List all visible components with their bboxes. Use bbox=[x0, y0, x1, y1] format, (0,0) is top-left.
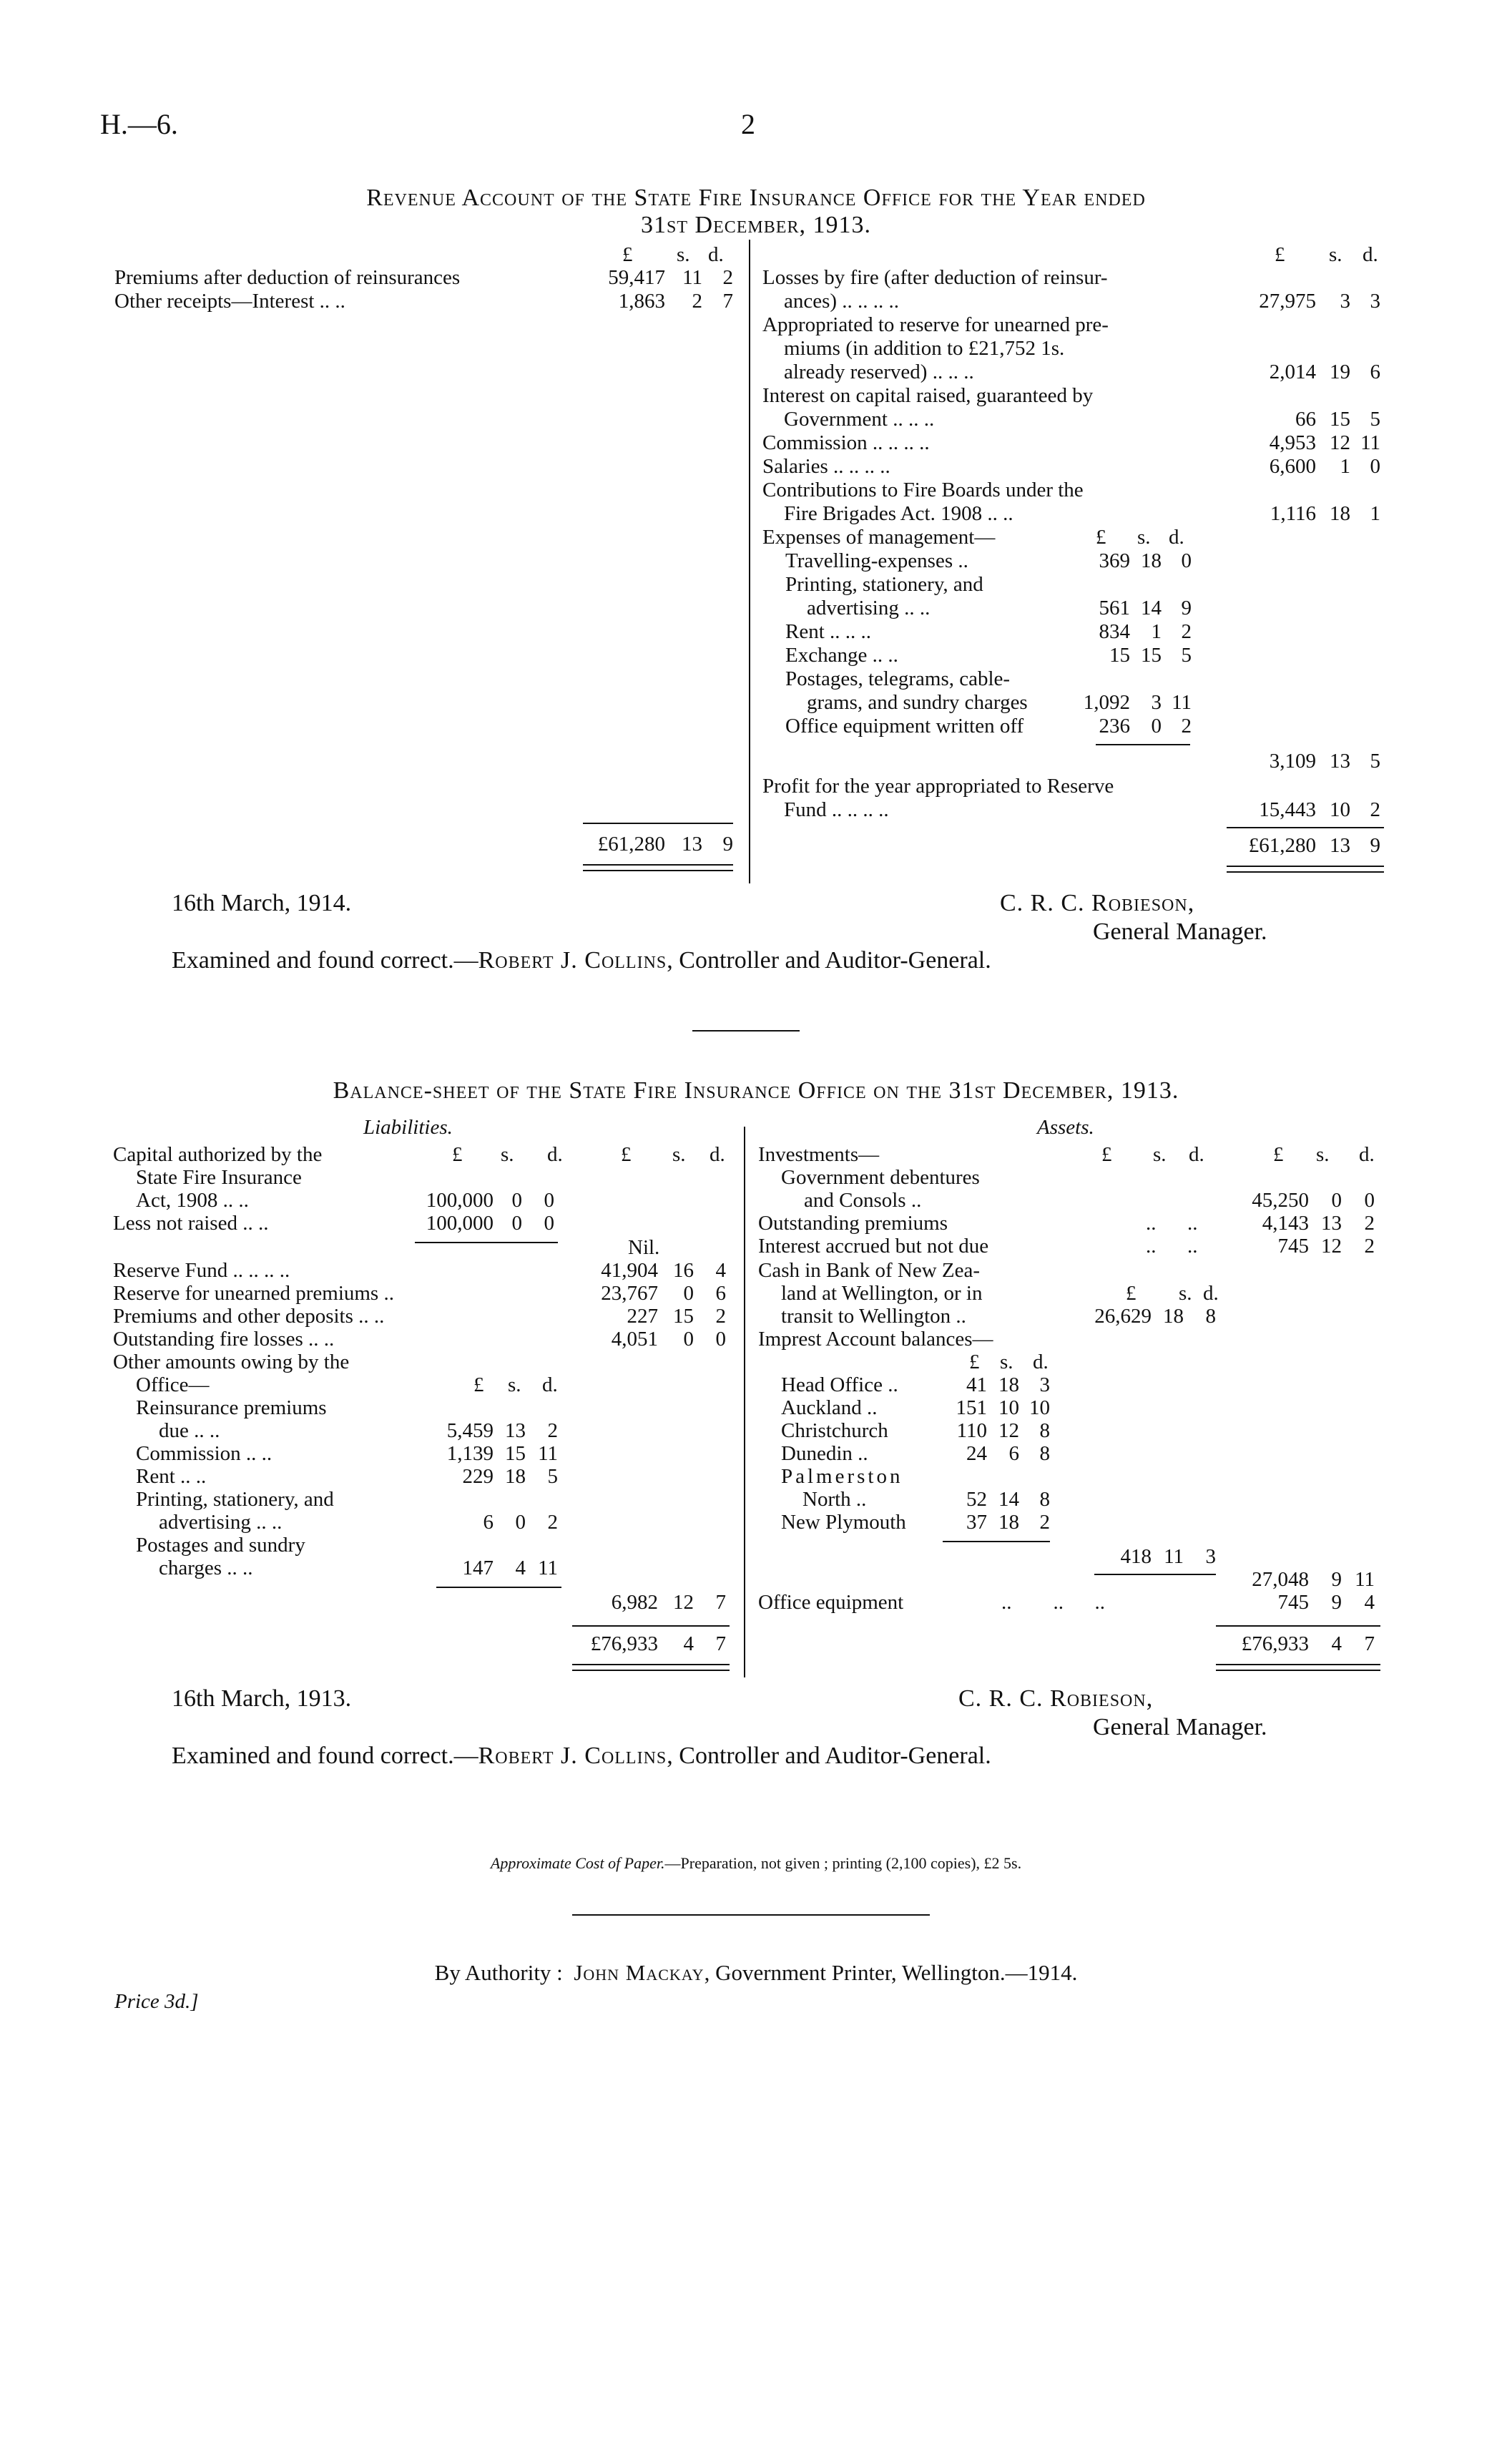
contributions-pounds: 1,116 bbox=[1270, 502, 1316, 525]
imprest-item-shillings: 18 bbox=[998, 1373, 1019, 1396]
assets-shillings-header: s. bbox=[1316, 1143, 1330, 1166]
appropriated-shillings: 19 bbox=[1330, 361, 1350, 383]
salaries-shillings: 1 bbox=[1340, 455, 1350, 478]
other-item-pence: 2 bbox=[547, 1419, 558, 1442]
cash-total-shillings: 9 bbox=[1331, 1568, 1342, 1591]
imprest-item-pence: 8 bbox=[1039, 1419, 1050, 1442]
expense-label: advertising .. .. bbox=[807, 597, 931, 619]
footer-rule bbox=[572, 1914, 930, 1916]
liability-row-label: Outstanding fire losses .. .. bbox=[113, 1328, 335, 1351]
cost-label: Approximate Cost of Paper. bbox=[490, 1854, 665, 1872]
revenue-title-date: 31st December, 1913. bbox=[641, 212, 871, 238]
cash-total-pounds: 27,048 bbox=[1252, 1568, 1309, 1591]
cash-col-pounds: £ bbox=[1126, 1282, 1137, 1305]
col-header-pence: d. bbox=[708, 243, 724, 266]
premiums-pounds: 59,417 bbox=[608, 266, 665, 289]
col-header-pounds: £ bbox=[622, 243, 633, 266]
expense-label: grams, and sundry charges bbox=[807, 691, 1028, 714]
cash-label: Cash in Bank of New Zea- bbox=[758, 1259, 981, 1282]
capital-pence: 0 bbox=[544, 1189, 554, 1212]
imprest-item-label: Auckland .. bbox=[781, 1396, 878, 1419]
other-amounts-pence: 7 bbox=[715, 1591, 726, 1614]
expense-pounds: 1,092 bbox=[1083, 691, 1130, 714]
imprest-item-pounds: 37 bbox=[966, 1511, 987, 1534]
expenses-col-shillings: s. bbox=[1137, 526, 1151, 549]
expenses-col-pence: d. bbox=[1169, 526, 1184, 549]
expense-label: Postages, telegrams, cable- bbox=[785, 667, 1011, 690]
balance-signatory-title: General Manager. bbox=[1093, 1714, 1267, 1740]
balance-divider bbox=[744, 1127, 745, 1677]
commission-label: Commission .. .. .. .. bbox=[762, 431, 930, 454]
liab-sub-pence: d. bbox=[547, 1143, 563, 1166]
other-item-shillings: 18 bbox=[505, 1465, 526, 1488]
interest-label-2: Government .. .. .. bbox=[784, 408, 935, 431]
investments-label-2: Government debentures bbox=[781, 1166, 980, 1189]
expenses-heading: Expenses of management— bbox=[762, 526, 996, 549]
other-item-pounds: 229 bbox=[462, 1465, 494, 1488]
profit-pence: 2 bbox=[1370, 798, 1380, 821]
assets-sub-pounds: £ bbox=[1101, 1143, 1112, 1166]
imprest-item-label: Palmerston bbox=[781, 1465, 903, 1488]
other-item-pence: 2 bbox=[547, 1511, 558, 1534]
expense-pence: 5 bbox=[1181, 644, 1192, 667]
capital-label-2: State Fire Insurance bbox=[136, 1166, 302, 1189]
right-total-pounds: £61,280 bbox=[1248, 834, 1316, 857]
imprest-item-pence: 3 bbox=[1039, 1373, 1050, 1396]
interest-accrued-label: Interest accrued but not due bbox=[758, 1235, 989, 1258]
liability-row-shillings: 16 bbox=[673, 1259, 694, 1282]
imprest-col-pence: d. bbox=[1033, 1351, 1049, 1373]
assets-total-pence: 7 bbox=[1364, 1632, 1375, 1655]
liability-row-pence: 4 bbox=[715, 1259, 726, 1282]
liabilities-total-shillings: 4 bbox=[683, 1632, 694, 1655]
other-receipts-pounds: 1,863 bbox=[618, 290, 665, 313]
imprest-item-pence: 8 bbox=[1039, 1442, 1050, 1465]
balance-title: Balance-sheet of the State Fire Insurance Office on the 31st December, 1913. bbox=[333, 1077, 1179, 1104]
imprest-total-shillings: 11 bbox=[1164, 1545, 1184, 1568]
investments-pence: 0 bbox=[1364, 1189, 1375, 1212]
other-item-shillings: 13 bbox=[505, 1419, 526, 1442]
expenses-total-pounds: 3,109 bbox=[1269, 750, 1316, 773]
imprest-col-shillings: s. bbox=[1000, 1351, 1013, 1373]
other-item-label: charges .. .. bbox=[159, 1557, 253, 1579]
liabilities-total-double-rule bbox=[572, 1664, 730, 1671]
equipment-leader: .. .. .. bbox=[1001, 1591, 1105, 1614]
expenses-col-pounds: £ bbox=[1096, 526, 1106, 549]
examined-prefix: Examined and found correct.— bbox=[172, 1743, 478, 1769]
cash-col-shillings: s. bbox=[1179, 1282, 1192, 1305]
appropriated-pounds: 2,014 bbox=[1269, 361, 1316, 383]
right-total-rule bbox=[1227, 827, 1384, 828]
other-amounts-label: Other amounts owing by the bbox=[113, 1351, 350, 1373]
expense-pence: 0 bbox=[1181, 549, 1192, 572]
left-total-pence: 9 bbox=[722, 833, 733, 856]
other-amounts-label-2: Office— bbox=[136, 1373, 210, 1396]
outstanding-pence: 2 bbox=[1364, 1212, 1375, 1235]
liabilities-total-pounds: £76,933 bbox=[590, 1632, 658, 1655]
interest-pence: 5 bbox=[1370, 408, 1380, 431]
contributions-shillings: 18 bbox=[1330, 502, 1350, 525]
liability-row-pence: 2 bbox=[715, 1305, 726, 1328]
expense-pounds: 15 bbox=[1109, 644, 1130, 667]
liability-row-pounds: 41,904 bbox=[601, 1259, 658, 1282]
outstanding-premiums-label: Outstanding premiums bbox=[758, 1212, 948, 1235]
interest-shillings: 15 bbox=[1330, 408, 1350, 431]
expense-pence: 2 bbox=[1181, 620, 1192, 643]
other-amounts-shillings: 12 bbox=[673, 1591, 694, 1614]
liability-row-pounds: 4,051 bbox=[611, 1328, 658, 1351]
profit-label-2: Fund .. .. .. .. bbox=[784, 798, 889, 821]
other-item-label: Postages and sundry bbox=[136, 1534, 305, 1557]
salaries-pence: 0 bbox=[1370, 455, 1380, 478]
other-item-pounds: 147 bbox=[462, 1557, 494, 1579]
commission-pence: 11 bbox=[1360, 431, 1380, 454]
commission-shillings: 12 bbox=[1330, 431, 1350, 454]
imprest-item-shillings: 10 bbox=[998, 1396, 1019, 1419]
expense-shillings: 1 bbox=[1151, 620, 1162, 643]
revenue-divider bbox=[749, 240, 750, 883]
investments-label: Investments— bbox=[758, 1143, 880, 1166]
liab-shillings-header: s. bbox=[672, 1143, 686, 1166]
assets-sub-shillings: s. bbox=[1153, 1143, 1167, 1166]
expense-shillings: 18 bbox=[1141, 549, 1162, 572]
salaries-pounds: 6,600 bbox=[1269, 455, 1316, 478]
salaries-label: Salaries .. .. .. .. bbox=[762, 455, 890, 478]
imprest-item-label: Dunedin .. bbox=[781, 1442, 868, 1465]
capital-label: Capital authorized by the bbox=[113, 1143, 323, 1166]
examined-suffix: , Controller and Auditor-General. bbox=[667, 947, 991, 974]
assets-total-rule bbox=[1216, 1625, 1380, 1627]
other-receipts-shillings: 2 bbox=[692, 290, 702, 313]
other-item-pounds: 1,139 bbox=[446, 1442, 494, 1465]
imprest-item-label: North .. bbox=[802, 1488, 867, 1511]
revenue-examined bbox=[172, 947, 991, 974]
right-col-header-pence: d. bbox=[1363, 243, 1378, 266]
other-item-label: Printing, stationery, and bbox=[136, 1488, 334, 1511]
printer-name: John Mackay bbox=[574, 1960, 705, 1985]
imprest-item-pence: 2 bbox=[1039, 1511, 1050, 1534]
liab-pence-header: d. bbox=[710, 1143, 725, 1166]
other-item-shillings: 15 bbox=[505, 1442, 526, 1465]
revenue-signatory-title: General Manager. bbox=[1093, 918, 1267, 945]
revenue-signatory: C. R. C. Robieson, bbox=[1000, 890, 1195, 916]
outstanding-shillings: 13 bbox=[1321, 1212, 1342, 1235]
profit-label: Profit for the year appropriated to Reserve bbox=[762, 775, 1114, 798]
expense-pence: 2 bbox=[1181, 715, 1192, 738]
profit-pounds: 15,443 bbox=[1259, 798, 1316, 821]
left-total-pounds: £61,280 bbox=[597, 833, 665, 856]
contributions-label-2: Fire Brigades Act. 1908 .. .. bbox=[784, 502, 1013, 525]
interest-label: Interest on capital raised, guaranteed by bbox=[762, 384, 1094, 407]
assets-pounds-header: £ bbox=[1273, 1143, 1284, 1166]
expense-pounds: 834 bbox=[1099, 620, 1130, 643]
other-item-shillings: 4 bbox=[515, 1557, 526, 1579]
investments-pounds: 45,250 bbox=[1252, 1189, 1309, 1212]
other-item-label: Commission .. .. bbox=[136, 1442, 273, 1465]
other-col-shillings: s. bbox=[508, 1373, 521, 1396]
imprest-total-pence: 3 bbox=[1205, 1545, 1216, 1568]
cash-label-2: land at Wellington, or in bbox=[781, 1282, 983, 1305]
left-total-rule bbox=[583, 823, 733, 824]
imprest-item-label: Head Office .. bbox=[781, 1373, 898, 1396]
liabilities-heading: Liabilities. bbox=[363, 1116, 453, 1139]
right-total-double-rule bbox=[1227, 866, 1384, 873]
appropriated-label: Appropriated to reserve for unearned pre- bbox=[762, 313, 1109, 336]
investments-shillings: 0 bbox=[1331, 1189, 1342, 1212]
liability-row-pence: 0 bbox=[715, 1328, 726, 1351]
other-item-label: advertising .. .. bbox=[159, 1511, 283, 1534]
other-item-label: Reinsurance premiums bbox=[136, 1396, 327, 1419]
expense-pounds: 369 bbox=[1099, 549, 1130, 572]
assets-total-double-rule bbox=[1216, 1664, 1380, 1671]
other-amounts-pounds: 6,982 bbox=[611, 1591, 658, 1614]
accrued-leader: .. .. bbox=[1146, 1235, 1198, 1258]
accrued-pence: 2 bbox=[1364, 1235, 1375, 1258]
other-col-pence: d. bbox=[542, 1373, 558, 1396]
assets-total-shillings: 4 bbox=[1331, 1632, 1342, 1655]
expense-label: Exchange .. .. bbox=[785, 644, 898, 667]
price: Price 3d.] bbox=[114, 1990, 199, 2013]
cash-col-pence: d. bbox=[1203, 1282, 1219, 1305]
assets-heading: Assets. bbox=[1037, 1116, 1094, 1139]
cash-pence: 8 bbox=[1205, 1305, 1216, 1328]
liability-row-shillings: 0 bbox=[683, 1328, 694, 1351]
expense-shillings: 0 bbox=[1151, 715, 1162, 738]
expense-shillings: 3 bbox=[1151, 691, 1162, 714]
expense-label: Travelling-expenses .. bbox=[785, 549, 968, 572]
expense-pounds: 236 bbox=[1099, 715, 1130, 738]
losses-pounds: 27,975 bbox=[1259, 290, 1316, 313]
losses-label: Losses by fire (after deduction of reinsur- bbox=[762, 266, 1108, 289]
imprest-item-shillings: 6 bbox=[1008, 1442, 1019, 1465]
authority-line bbox=[0, 1960, 1512, 1986]
appropriated-label-3: already reserved) .. .. .. bbox=[784, 361, 974, 383]
losses-shillings: 3 bbox=[1340, 290, 1350, 313]
profit-shillings: 10 bbox=[1330, 798, 1350, 821]
other-item-label: due .. .. bbox=[159, 1419, 220, 1442]
imprest-item-shillings: 18 bbox=[998, 1511, 1019, 1534]
assets-sub-pence: d. bbox=[1189, 1143, 1204, 1166]
equipment-pence: 4 bbox=[1364, 1591, 1375, 1614]
right-col-header-pounds: £ bbox=[1275, 243, 1285, 266]
liab-sub-pounds: £ bbox=[452, 1143, 463, 1166]
col-header-shillings: s. bbox=[677, 243, 690, 266]
expense-pence: 9 bbox=[1181, 597, 1192, 619]
premiums-label: Premiums after deduction of reinsurances bbox=[114, 266, 461, 289]
imprest-col-pounds: £ bbox=[969, 1351, 980, 1373]
capital-label-3: Act, 1908 .. .. bbox=[136, 1189, 249, 1212]
other-amounts-rule bbox=[436, 1587, 561, 1588]
other-col-pounds: £ bbox=[473, 1373, 484, 1396]
equipment-pounds: 745 bbox=[1277, 1591, 1309, 1614]
section-separator bbox=[692, 1030, 800, 1032]
revenue-date: 16th March, 1914. bbox=[172, 890, 352, 916]
equipment-shillings: 9 bbox=[1331, 1591, 1342, 1614]
other-item-pence: 11 bbox=[538, 1557, 558, 1579]
outstanding-pounds: 4,143 bbox=[1262, 1212, 1309, 1235]
examined-suffix: , Controller and Auditor-General. bbox=[667, 1743, 991, 1769]
capital-shillings: 0 bbox=[511, 1189, 522, 1212]
cash-total-pence: 11 bbox=[1355, 1568, 1375, 1591]
left-total-double-rule bbox=[583, 864, 733, 871]
expense-label: Rent .. .. .. bbox=[785, 620, 872, 643]
liability-row-pence: 6 bbox=[715, 1282, 726, 1305]
not-raised-pounds: 100,000 bbox=[426, 1212, 494, 1235]
imprest-label: Imprest Account balances— bbox=[758, 1328, 993, 1351]
expense-label: Printing, stationery, and bbox=[785, 573, 983, 596]
cost-of-paper bbox=[0, 1854, 1512, 1873]
capital-rule bbox=[415, 1242, 558, 1243]
expense-shillings: 15 bbox=[1141, 644, 1162, 667]
cash-pounds: 26,629 bbox=[1094, 1305, 1152, 1328]
imprest-item-pounds: 110 bbox=[956, 1419, 987, 1442]
appropriated-pence: 6 bbox=[1370, 361, 1380, 383]
accrued-shillings: 12 bbox=[1321, 1235, 1342, 1258]
investments-label-3: and Consols .. bbox=[804, 1189, 922, 1212]
cost-text: —Preparation, not given ; printing (2,100 copies), £2 5s. bbox=[664, 1854, 1022, 1872]
assets-total-pounds: £76,933 bbox=[1241, 1632, 1309, 1655]
cash-rule bbox=[1094, 1574, 1216, 1575]
losses-pence: 3 bbox=[1370, 290, 1380, 313]
revenue-title: Revenue Account of the State Fire Insurance Office for the Year ended bbox=[366, 185, 1146, 211]
balance-date: 16th March, 1913. bbox=[172, 1685, 352, 1712]
page-number: 2 bbox=[741, 108, 755, 140]
authority-suffix: , Government Printer, Wellington.—1914. bbox=[704, 1960, 1078, 1985]
other-item-pence: 5 bbox=[547, 1465, 558, 1488]
imprest-item-label: Christchurch bbox=[781, 1419, 888, 1442]
other-item-shillings: 0 bbox=[515, 1511, 526, 1534]
imprest-item-shillings: 12 bbox=[998, 1419, 1019, 1442]
imprest-item-shillings: 14 bbox=[998, 1488, 1019, 1511]
office-equipment-label: Office equipment bbox=[758, 1591, 904, 1614]
other-receipts-pence: 7 bbox=[722, 290, 733, 313]
liab-sub-shillings: s. bbox=[501, 1143, 514, 1166]
liability-row-label: Reserve for unearned premiums .. bbox=[113, 1282, 394, 1305]
not-raised-label: Less not raised .. .. bbox=[113, 1212, 269, 1235]
imprest-item-pence: 8 bbox=[1039, 1488, 1050, 1511]
expense-shillings: 14 bbox=[1141, 597, 1162, 619]
balance-signatory: C. R. C. Robieson, bbox=[958, 1685, 1154, 1712]
expense-pence: 11 bbox=[1172, 691, 1192, 714]
authority-prefix: By Authority : bbox=[434, 1960, 563, 1985]
right-total-shillings: 13 bbox=[1330, 834, 1350, 857]
imprest-item-pounds: 151 bbox=[956, 1396, 987, 1419]
auditor-name: Robert J. Collins bbox=[478, 947, 667, 974]
expense-pounds: 561 bbox=[1099, 597, 1130, 619]
expenses-total-shillings: 13 bbox=[1330, 750, 1350, 773]
balance-examined bbox=[172, 1743, 991, 1770]
other-item-label: Rent .. .. bbox=[136, 1465, 207, 1488]
liability-row-label: Premiums and other deposits .. .. bbox=[113, 1305, 385, 1328]
interest-pounds: 66 bbox=[1295, 408, 1316, 431]
liability-row-shillings: 0 bbox=[683, 1282, 694, 1305]
liabilities-total-rule bbox=[572, 1625, 730, 1627]
imprest-item-pounds: 41 bbox=[966, 1373, 987, 1396]
contributions-pence: 1 bbox=[1370, 502, 1380, 525]
auditor-name: Robert J. Collins bbox=[478, 1743, 667, 1769]
imprest-total-pounds: 418 bbox=[1120, 1545, 1152, 1568]
cash-shillings: 18 bbox=[1163, 1305, 1184, 1328]
capital-nil: Nil. bbox=[628, 1236, 660, 1259]
cash-label-3: transit to Wellington .. bbox=[781, 1305, 966, 1328]
imprest-item-pounds: 24 bbox=[966, 1442, 987, 1465]
right-total-pence: 9 bbox=[1370, 834, 1380, 857]
other-item-pounds: 5,459 bbox=[446, 1419, 494, 1442]
liabilities-total-pence: 7 bbox=[715, 1632, 726, 1655]
contributions-label: Contributions to Fire Boards under the bbox=[762, 479, 1084, 501]
expenses-subtotal-rule bbox=[1096, 744, 1190, 745]
imprest-item-pounds: 52 bbox=[966, 1488, 987, 1511]
page-reference: H.—6. bbox=[100, 108, 178, 140]
premiums-pence: 2 bbox=[722, 266, 733, 289]
not-raised-shillings: 0 bbox=[511, 1212, 522, 1235]
imprest-rule bbox=[943, 1541, 1050, 1542]
examined-prefix: Examined and found correct.— bbox=[172, 947, 478, 974]
left-total-shillings: 13 bbox=[682, 833, 702, 856]
liability-row-label: Reserve Fund .. .. .. .. bbox=[113, 1259, 290, 1282]
liability-row-pounds: 23,767 bbox=[601, 1282, 658, 1305]
outstanding-leader: .. .. bbox=[1146, 1212, 1198, 1235]
other-item-pounds: 6 bbox=[483, 1511, 494, 1534]
expenses-total-pence: 5 bbox=[1370, 750, 1380, 773]
liability-row-pounds: 227 bbox=[627, 1305, 658, 1328]
accrued-pounds: 745 bbox=[1277, 1235, 1309, 1258]
appropriated-label-2: miums (in addition to £21,752 1s. bbox=[784, 337, 1065, 360]
capital-pounds: 100,000 bbox=[426, 1189, 494, 1212]
liability-row-shillings: 15 bbox=[673, 1305, 694, 1328]
not-raised-pence: 0 bbox=[544, 1212, 554, 1235]
other-item-pence: 11 bbox=[538, 1442, 558, 1465]
expense-label: Office equipment written off bbox=[785, 715, 1024, 738]
other-receipts-label: Other receipts—Interest .. .. bbox=[114, 290, 345, 313]
commission-pounds: 4,953 bbox=[1269, 431, 1316, 454]
assets-pence-header: d. bbox=[1359, 1143, 1375, 1166]
premiums-shillings: 11 bbox=[682, 266, 702, 289]
imprest-item-pence: 10 bbox=[1029, 1396, 1050, 1419]
losses-label-2: ances) .. .. .. .. bbox=[784, 290, 900, 313]
imprest-item-label: New Plymouth bbox=[781, 1511, 906, 1534]
liab-pounds-header: £ bbox=[621, 1143, 632, 1166]
right-col-header-shillings: s. bbox=[1329, 243, 1342, 266]
